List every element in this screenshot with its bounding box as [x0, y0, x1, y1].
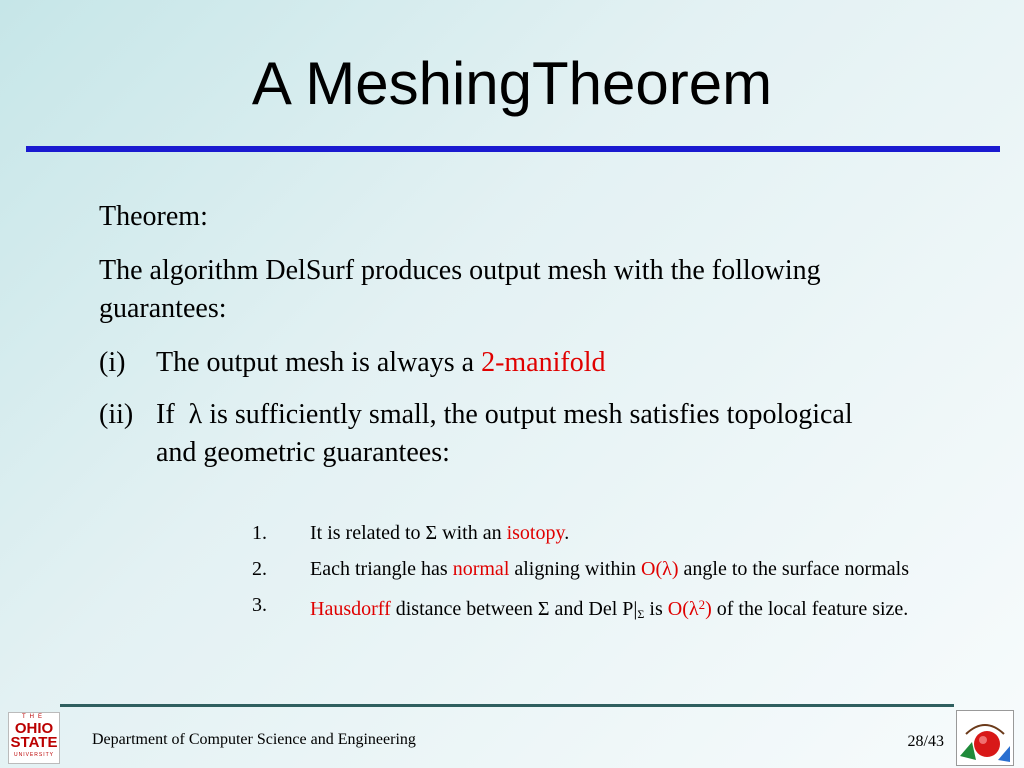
footer-department: Department of Computer Science and Engineering: [92, 731, 416, 748]
highlight-term: 2-manifold: [481, 347, 606, 378]
list-item: [252, 554, 932, 584]
sub-text-part: of the local feature size.: [711, 598, 909, 620]
sub-text-part: distance between Σ and Del P|: [390, 598, 638, 620]
list-item: [252, 590, 932, 629]
slide-title: A MeshingTheorem: [251, 50, 773, 117]
highlight-term: Hausdorff: [310, 598, 391, 620]
logo-sphere: [974, 731, 1000, 757]
highlight-term: isotopy: [506, 522, 565, 544]
sublist-text: [310, 554, 932, 584]
theorem-intro: The algorithm DelSurf produces output mesh with the following guarantees:: [99, 255, 821, 324]
superscript-two: 2: [698, 597, 706, 612]
sub-text-part: .: [564, 522, 570, 544]
sublist-number: 3.: [252, 594, 267, 616]
theorem-body: [99, 198, 899, 486]
item-text-part: is sufficiently small, the output mesh satisfies topological and geometric guarantees:: [156, 399, 853, 468]
sub-text-part: It is related to Σ with an: [310, 522, 507, 544]
logo-text: OHIO: [14, 720, 54, 737]
list-item-text: [156, 396, 899, 472]
ohio-state-logo: [8, 712, 60, 764]
highlight-term: normal: [452, 558, 510, 580]
list-item: [99, 396, 899, 472]
item-text-part: If: [156, 399, 189, 430]
sub-text-part: Each triangle has: [310, 558, 453, 580]
sublist-text: [310, 518, 932, 548]
highlight-part: ): [705, 598, 712, 620]
page-number: 28/43: [907, 733, 944, 750]
list-item: [99, 344, 899, 382]
logo-text: THE: [22, 714, 46, 720]
highlight-term: [668, 598, 712, 620]
item-text-part: The output mesh is always a: [156, 347, 482, 378]
sublist-text: [310, 590, 932, 629]
sub-text-part: aligning within: [509, 558, 642, 580]
sublist-number: 2.: [252, 558, 267, 580]
guarantee-sublist: [252, 518, 932, 635]
subscript-sigma: Σ: [637, 607, 645, 621]
sublist-number: 1.: [252, 522, 267, 544]
highlight-part: O(λ: [667, 598, 699, 620]
logo-text: UNIVERSITY: [13, 752, 54, 758]
footer-divider: [60, 704, 954, 707]
logo-text: STATE: [10, 734, 58, 751]
theorem-heading: Theorem:: [99, 201, 208, 232]
title-divider: [26, 146, 1000, 152]
lambda-symbol: λ: [188, 399, 203, 430]
list-item: [252, 518, 932, 548]
list-item-text: [156, 344, 899, 382]
logo-sphere-highlight: [979, 736, 987, 744]
highlight-term: O(λ): [641, 558, 679, 580]
list-item-number: (ii): [99, 399, 134, 430]
list-item-number: (i): [99, 347, 126, 378]
sub-text-part: is: [644, 598, 668, 620]
sub-text-part: angle to the surface normals: [678, 558, 909, 580]
geometry-logo-icon: [956, 710, 1014, 766]
